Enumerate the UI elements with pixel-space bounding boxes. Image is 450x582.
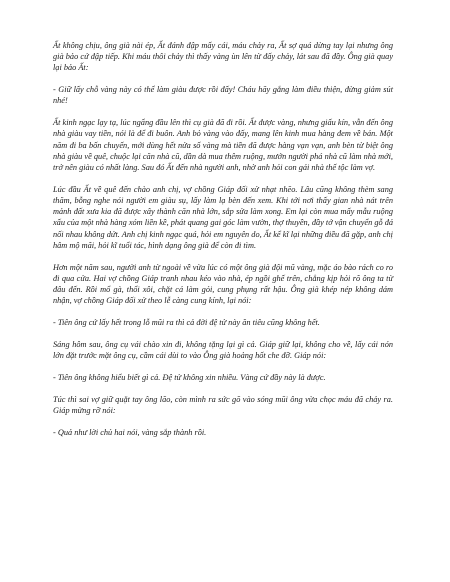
paragraph-8: - Tiên ông không hiểu biết gì cả. Đệ tử không xin nhiều. Vàng cứ đầy này là được. bbox=[53, 372, 326, 382]
paragraph-5: Hơn một năm sau, người anh từ ngoài về vừa lúc có một ông già đội mũ vàng, mặc áo bào rách co ro đi qua cửa. Hai vợ chồng Giáp tranh nhau kéo vào nhà, ép ngồi ghế trên, chẳng kịp hỏi rõ ông ta từ đâu đến. Rồi mổ gà, thổi xôi, chặt cá làm gỏi, cung phụng rất hậu. Ông già khép nép không dám nhận, vợ chồng Giáp đối xử theo lễ càng cung kính, lại nói: bbox=[53, 262, 393, 306]
paragraph-3: Ất kinh ngạc lạy tạ, lúc ngẩng đầu lên thì cụ già đã đi rồi. Ất được vàng, nhưng giấu kín, vẫn đến ông nhà giàu vay tiền, nói là để đi buôn. Anh bỏ vàng vào đấy, mang lên kinh mua hàng đem về bán. Một năm đi ba bốn chuyến, mới dùng hết nửa số vàng mà tiền đã được hàng vạn vạn, anh bèn từ biệt ông nhà giàu về quê, chuộc lại căn nhà cũ, dần dà mua thêm ruộng, mướn người phá nhà cũ làm nhà mới, trở nên giàu có nhất làng. Sau đó Ất đến nhà người anh, nhờ anh hỏi con gái nhà thế tộc làm vợ. bbox=[53, 118, 393, 173]
paragraph-1: Ất không chịu, ông già nài ép, Ất đánh đập mấy cái, máu chảy ra, Ất sợ quá dừng tay lại nhưng ông già bảo cứ đập tiếp. Khi máu thôi chảy thì thấy vàng ùn lên từ đấy chảy, lát sau đã đầy. Ông già quay lại bảo Ất: bbox=[53, 41, 393, 73]
paragraph-10: - Quả như lời chủ hai nói, vàng sắp thành rồi. bbox=[53, 427, 207, 437]
paragraph-2: - Giữ lấy chỗ vàng này có thể làm giàu được rồi đấy! Cháu hãy gắng làm điều thiện, đừng giảm sút nhé! bbox=[53, 85, 393, 106]
paragraph-6: - Tiên ông cứ lấy hết trong lỗ mũi ra thì cả đời đệ tử này ăn tiêu cũng không hết. bbox=[53, 318, 320, 328]
document-page bbox=[53, 40, 393, 448]
paragraph-4: Lúc đầu Ất về quê đến chào anh chị, vợ chồng Giáp đối xử nhạt nhẽo. Lâu cũng không thèm sang thăm, bỗng nghe nói người em giàu sụ, lấy làm lạ bèn đến xem. Khi tới nơi thấy gian nhà nát trên mảnh đất xưa kia đã được xây thành căn nhà lớn, sắp sửa làm xong. Em lại còn mua mấy mẫu ruộng xấu của một nhà hàng xóm liền kề, phát quang gai góc làm vườn, thợ thuyền, đầy tớ vận chuyển gỗ đá nối nhau không dứt. Anh chị kinh ngạc quá, hỏi em nguyên do, Ất kể kĩ lại những điều đã gặp, anh chị hâm mộ mãi, hỏi kĩ tuổi tác, hình dạng ông già để còn đi tìm. bbox=[53, 184, 393, 250]
paragraph-9: Túc thì sai vợ giữ quặt tay ông lão, còn mình ra sức gõ vào sóng mũi ông vừa chọc máu đã chảy ra. Giáp mừng rỡ nói: bbox=[53, 394, 393, 415]
paragraph-7: Sáng hôm sau, ông cụ vái chào xin đi, không tặng lại gì cả. Giáp giữ lại, không cho về, lấy cái nón lớn đặt trước mặt ông cụ, cầm cái dùi to vào Ông già hoảng hốt che đỡ. Giáp nói: bbox=[53, 339, 393, 361]
